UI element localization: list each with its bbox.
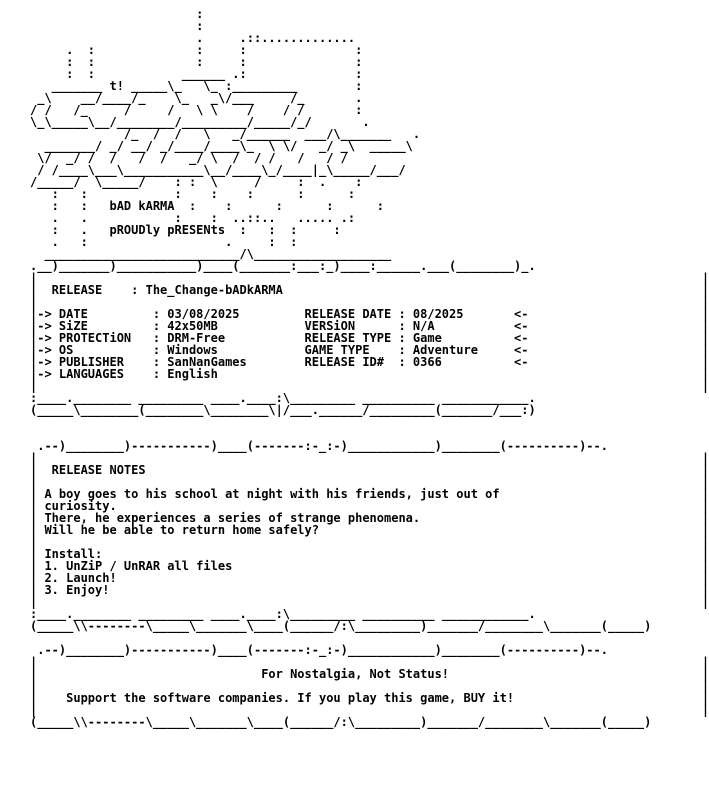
- ascii-logo-line: _\ __/____/_ \_ _\/___ /_ .: [37, 91, 363, 105]
- footer-box-top: .--)________)-----------)____(-------:-_:-)____________)________(----------)--.: [37, 643, 608, 657]
- info-row: |-> LANGUAGES : English |: [30, 367, 709, 381]
- release-title: | RELEASE : The_Change-bADkARMA |: [30, 283, 709, 297]
- info-row: |-> PROTECTiON : DRM-Free RELEASE TYPE : Game <- |: [30, 331, 709, 345]
- ascii-logo-line: :: [196, 19, 204, 33]
- ascii-logo-line: : : ______ .: :: [66, 67, 363, 81]
- footer-motto: | For Nostalgia, Not Status! |: [30, 667, 709, 681]
- notes-line: | There, he experiences a series of strange phenomena. |: [30, 511, 709, 525]
- ascii-logo-line: : : : : :: [66, 55, 363, 69]
- ascii-logo-line: . .::.............: [196, 31, 356, 45]
- ascii-logo-line: :: [196, 7, 204, 21]
- box-blank: | |: [30, 475, 709, 489]
- box-blank: | |: [30, 595, 709, 609]
- box-top-border: .__)_______)___________)____(_______:___:_)____:______.___(________)_.: [30, 259, 536, 273]
- box-blank: | |: [30, 703, 709, 717]
- ascii-logo-line: / / /_ / / \ \ / / / :: [30, 103, 363, 117]
- info-row: |-> PUBLISHER : SanNanGames RELEASE ID# : 0366 <- |: [30, 355, 709, 369]
- info-row: |-> OS : Windows GAME TYPE : Adventure <- |: [30, 343, 709, 357]
- ascii-logo-line: _______ t! _____\_ \_ :_________ :: [51, 79, 363, 93]
- ascii-logo-line: . . : : ..::.. ..... .:: [51, 211, 356, 225]
- install-step: | 1. UnZiP / UnRAR all files |: [30, 559, 709, 573]
- notes-line: | curiosity. |: [30, 499, 709, 513]
- box-blank: | |: [30, 379, 709, 393]
- notes-line: | Will he be able to return home safely? |: [30, 523, 709, 537]
- ascii-logo-line: /_____/ \_____/ : : \ / : . :: [30, 175, 363, 189]
- ascii-logo-line: ___________________________/\___________________: [44, 247, 392, 261]
- ascii-logo-line: : : bAD kARMA : : : : :: [51, 199, 385, 213]
- box-bottom-border: :____.________ _________ ____.____:\_________ __________ ____________.: [30, 391, 536, 405]
- info-row: |-> SiZE : 42x50MB VERSiON : N/A <- |: [30, 319, 709, 333]
- footer-support: | Support the software companies. If you play this game, BUY it! |: [30, 691, 709, 705]
- box-bottom-border: :____.________ _________ ____.____:\_________ __________ ____________.: [30, 607, 536, 621]
- box-bottom-border: (_____\________(________\________\|/___.______/_________(_______/___:): [30, 403, 536, 417]
- install-heading: | Install: |: [30, 547, 709, 561]
- ascii-logo-line: / /____\___\___________\__/____\_/____|_\_____/___/: [37, 163, 406, 177]
- ascii-logo-line: \_\_____\__/________/_________/_____/_/ .: [30, 115, 370, 129]
- box-blank: | |: [30, 679, 709, 693]
- ascii-logo-line: _______/ _/ __/ _/____/____\_ \ \/ _/ _\ _____\: [44, 139, 413, 153]
- box-blank: | |: [30, 271, 709, 285]
- notes-box-top: .--)________)-----------)____(-------:-_:-)____________)________(----------)--.: [37, 439, 608, 453]
- box-blank: | |: [30, 655, 709, 669]
- install-step: | 3. Enjoy! |: [30, 583, 709, 597]
- ascii-logo-line: \/ _/ / / / / _/ \ / / / / / /: [37, 151, 348, 165]
- box-blank: | |: [30, 295, 709, 309]
- box-bottom-border: (_____\\--------\_____\_______\____(______/:\_________)_______/________\_______(_____): [30, 715, 652, 729]
- box-blank: | |: [30, 451, 709, 465]
- info-row: |-> DATE : 03/08/2025 RELEASE DATE : 08/2025 <- |: [30, 307, 709, 321]
- box-bottom-border: (_____\\--------\_____\_______\____(______/:\_________)_______/________\_______(_____): [30, 619, 652, 633]
- notes-line: | A boy goes to his school at night with his friends, just out of |: [30, 487, 709, 501]
- ascii-logo-line: . : : : :: [66, 43, 363, 57]
- ascii-logo-line: : . pROUDly pRESENts : : : :: [51, 223, 341, 237]
- ascii-logo-line: . : . : :: [51, 235, 298, 249]
- ascii-logo-line: : : : : : : :: [51, 187, 356, 201]
- install-step: | 2. Launch! |: [30, 571, 709, 585]
- box-blank: | |: [30, 535, 709, 549]
- notes-heading: | RELEASE NOTES |: [30, 463, 709, 477]
- ascii-logo-line: /_ / / \ _/______ ___/\_______ .: [123, 127, 421, 141]
